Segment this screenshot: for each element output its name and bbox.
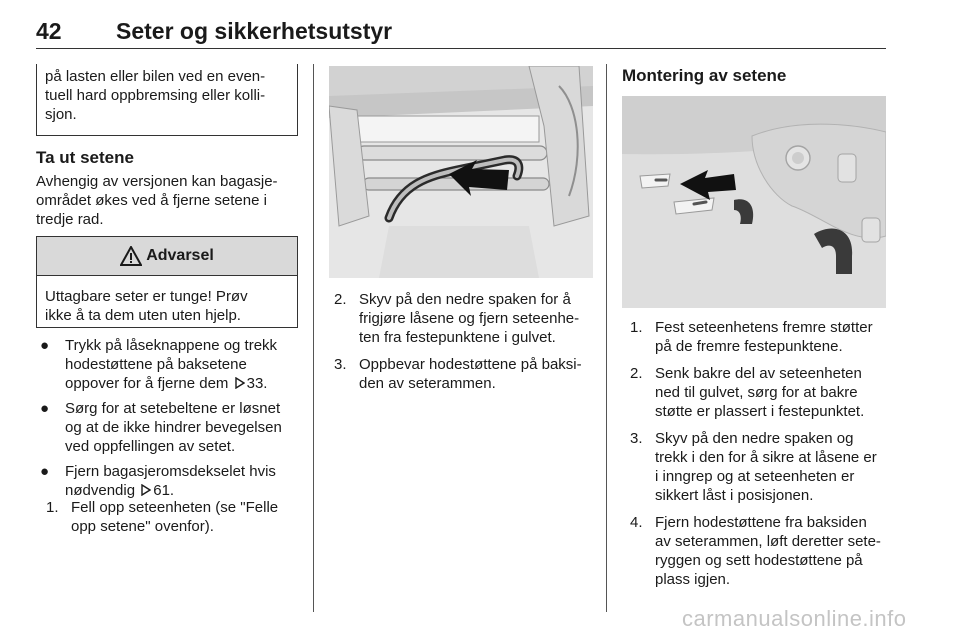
- figure-floor-anchors: [622, 96, 886, 308]
- step-list-col2: [334, 290, 600, 401]
- step-line: den av seterammen.: [359, 375, 496, 392]
- warning-title: Advarsel: [146, 247, 214, 264]
- step-item: [46, 498, 308, 536]
- page-reference-icon: [141, 484, 151, 496]
- step-line: støtte er plassert i festepunktet.: [655, 403, 865, 420]
- step-item: [334, 290, 600, 347]
- warning-triangle-icon: [120, 246, 142, 266]
- warning-line: Uttagbare seter er tunge! Prøv: [45, 288, 248, 305]
- section-title-remove-seats: Ta ut setene: [36, 148, 134, 167]
- bullet-line: oppover for å fjerne dem: [65, 375, 229, 392]
- chapter-title: Seter og sikkerhetsutstyr: [116, 18, 393, 44]
- bullet-line-with-ref: [65, 374, 304, 393]
- bullet-item: [36, 462, 304, 500]
- step-number: 2.: [334, 291, 347, 308]
- step-line: ryggen og sett hodestøttene på: [655, 552, 863, 569]
- section-title-mount-seats: Montering av setene: [622, 66, 787, 85]
- step-line: på de fremre festepunktene.: [655, 338, 843, 355]
- page-reference[interactable]: 33.: [246, 375, 268, 392]
- intro-paragraph: [36, 172, 306, 229]
- note-line: sjon.: [45, 106, 77, 123]
- step-list-col1: [46, 498, 308, 544]
- step-line: trekk i den for å sikre at låsene er: [655, 449, 877, 466]
- step-item: [334, 355, 600, 393]
- intro-line: Avhengig av versjonen kan bagasje-: [36, 173, 278, 190]
- step-number: 1.: [46, 499, 59, 516]
- step-item: [630, 429, 890, 505]
- step-line: Senk bakre del av seteenheten: [655, 365, 862, 382]
- bullet-dot-icon: ●: [40, 337, 50, 354]
- step-item: [630, 318, 890, 356]
- step-line: Skyv på den nedre spaken for å: [359, 291, 571, 308]
- step-number: 3.: [334, 356, 347, 373]
- step-line: Oppbevar hodestøttene på baksi-: [359, 356, 582, 373]
- step-line: frigjøre låsene og fjern seteenhe-: [359, 310, 580, 327]
- note-line: på lasten eller bilen ved en even-: [45, 68, 266, 85]
- step-line: opp setene" ovenfor).: [71, 518, 214, 535]
- column-divider-1: [313, 64, 314, 612]
- bullet-line: Fjern bagasjeromsdekselet hvis: [65, 463, 276, 480]
- step-line: ten fra festepunktene i gulvet.: [359, 329, 556, 346]
- bullet-line: hodestøttene på baksetene: [65, 356, 247, 373]
- watermark: carmanualsonline.info: [682, 606, 907, 631]
- step-line: av seterammen, løft deretter sete-: [655, 533, 881, 550]
- page-reference[interactable]: 61.: [153, 482, 175, 499]
- step-item: [630, 513, 890, 589]
- floor-anchor-illustration: [622, 96, 886, 308]
- bullet-list: [36, 336, 304, 506]
- step-number: 4.: [630, 514, 643, 531]
- step-item: [630, 364, 890, 421]
- column-divider-2: [606, 64, 607, 612]
- step-line: i inngrep og at seteenheten er: [655, 468, 855, 485]
- warning-body: [37, 276, 297, 325]
- step-line: Fest seteenhetens fremre støtter: [655, 319, 873, 336]
- bullet-line: nødvendig: [65, 482, 136, 499]
- step-line: plass igjen.: [655, 571, 731, 588]
- bullet-line: ved oppfellingen av setet.: [65, 438, 236, 455]
- intro-line: området økes ved å fjerne setene i: [36, 192, 267, 209]
- page-header: [36, 8, 886, 50]
- bullet-dot-icon: ●: [40, 463, 50, 480]
- page-reference-icon: [235, 377, 245, 389]
- warning-header: [37, 237, 297, 276]
- continued-warning-note: [36, 64, 298, 136]
- figure-seat-release-lever: [329, 66, 593, 278]
- seat-frame-illustration: [329, 66, 593, 278]
- step-line: sikkert låst i posisjonen.: [655, 487, 814, 504]
- bullet-item: [36, 399, 304, 456]
- step-number: 1.: [630, 319, 643, 336]
- step-line: Fell opp seteenheten (se "Felle: [71, 499, 279, 516]
- bullet-item: [36, 336, 304, 393]
- step-number: 2.: [630, 365, 643, 382]
- step-list-col3: [630, 318, 890, 597]
- intro-line: tredje rad.: [36, 211, 104, 228]
- step-number: 3.: [630, 430, 643, 447]
- warning-line: ikke å ta dem uten uten hjelp.: [45, 307, 241, 324]
- header-rule: [36, 48, 886, 49]
- bullet-dot-icon: ●: [40, 400, 50, 417]
- note-line: tuell hard oppbremsing eller kolli-: [45, 87, 266, 104]
- bullet-line: Trykk på låseknappene og trekk: [65, 337, 278, 354]
- warning-box: [36, 236, 298, 328]
- page-number: 42: [36, 18, 62, 44]
- step-line: Fjern hodestøttene fra baksiden: [655, 514, 867, 531]
- bullet-line: Sørg for at setebeltene er løsnet: [65, 400, 281, 417]
- bullet-line: og at de ikke hindrer bevegelsen: [65, 419, 282, 436]
- step-line: ned til gulvet, sørg for at bakre: [655, 384, 858, 401]
- step-line: Skyv på den nedre spaken og: [655, 430, 854, 447]
